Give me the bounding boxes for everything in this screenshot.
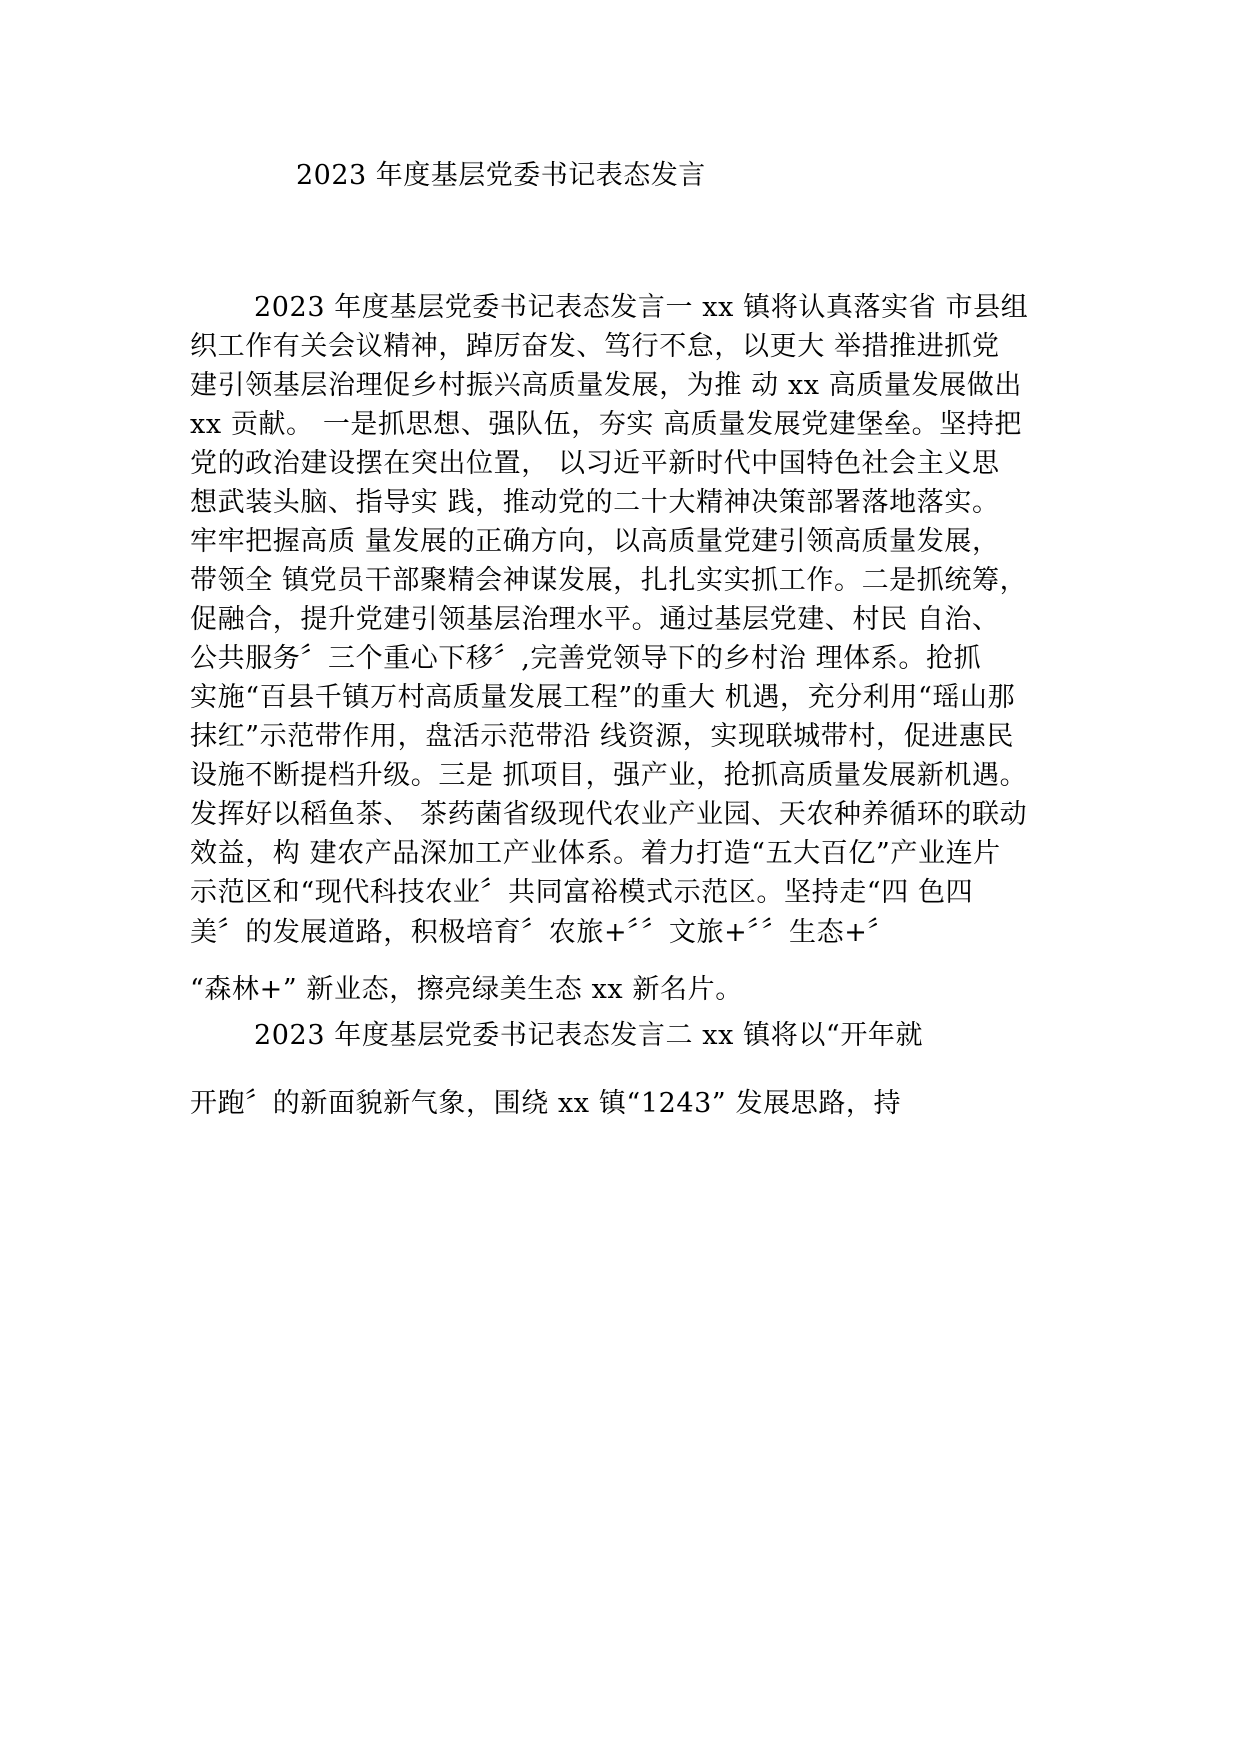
paragraph-line: “森林+” 新业态，擦亮绿美生态 xx 新名片。 — [190, 974, 743, 1005]
paragraph-line: 开跑〞的新面貌新气象，围绕 xx 镇“1243” 发展思路，持 — [190, 1088, 902, 1119]
paragraph-line: 织工作有关会议精神，踔厉奋发、笃行不怠，以更大 举措推进抓党 — [190, 331, 1000, 362]
paragraph-line: 公共服务〞三个重心下移〞,完善党领导下的乡村治 理体系。抢抓 — [190, 643, 982, 674]
paragraph-line: 牢牢把握高质 量发展的正确方向，以高质量党建引领高质量发展， — [190, 526, 1000, 557]
paragraph-line: 美〞的发展道路，积极培育〞农旅+〞〞文旅+〞〞生态+〞 — [190, 917, 896, 948]
paragraph-line: 促融合，提升党建引领基层治理水平。通过基层党建、村民 自治、 — [190, 604, 1000, 635]
paragraph-line: 效益，构 建农产品深加工产业体系。着力打造“五大百亿”产业连片 — [190, 838, 1001, 869]
paragraph-line: 实施“百县千镇万村高质量发展工程”的重大 机遇，充分利用“瑶山那 — [190, 682, 1016, 713]
paragraph-line: 抹红”示范带作用，盘活示范带沿 线资源，实现联城带村，促进惠民 — [190, 721, 1014, 752]
paragraph-line: 设施不断提档升级。三是 抓项目，强产业，抢抓高质量发展新机遇。 — [190, 760, 1028, 791]
paragraph-line: 党的政治建设摆在突出位置， 以习近平新时代中国特色社会主义思 — [190, 448, 1000, 479]
paragraph-line: 带领全 镇党员干部聚精会神谋发展，扎扎实实抓工作。二是抓统筹， — [190, 565, 1028, 596]
paragraph-line: 2023 年度基层党委书记表态发言二 xx 镇将以“开年就 — [254, 1020, 924, 1051]
paragraph-line: 建引领基层治理促乡村振兴高质量发展，为推 动 xx 高质量发展做出 — [190, 370, 1023, 401]
paragraph-line: 发挥好以稻鱼茶、 茶药菌省级现代农业产业园、天农种养循环的联动 — [190, 799, 1028, 830]
document-title: 2023 年度基层党委书记表态发言 — [296, 160, 706, 191]
paragraph-line: 2023 年度基层党委书记表态发言一 xx 镇将认真落实省 市县组 — [254, 292, 1029, 323]
paragraph-line: 示范区和“现代科技农业〞共同富裕模式示范区。坚持走“四 色四 — [190, 877, 974, 908]
paragraph-line: xx 贡献。 一是抓思想、强队伍，夯实 高质量发展党建堡垒。坚持把 — [190, 409, 1023, 440]
paragraph-line: 想武装头脑、指导实 践，推动党的二十大精神决策部署落地落实。 — [190, 487, 1000, 518]
